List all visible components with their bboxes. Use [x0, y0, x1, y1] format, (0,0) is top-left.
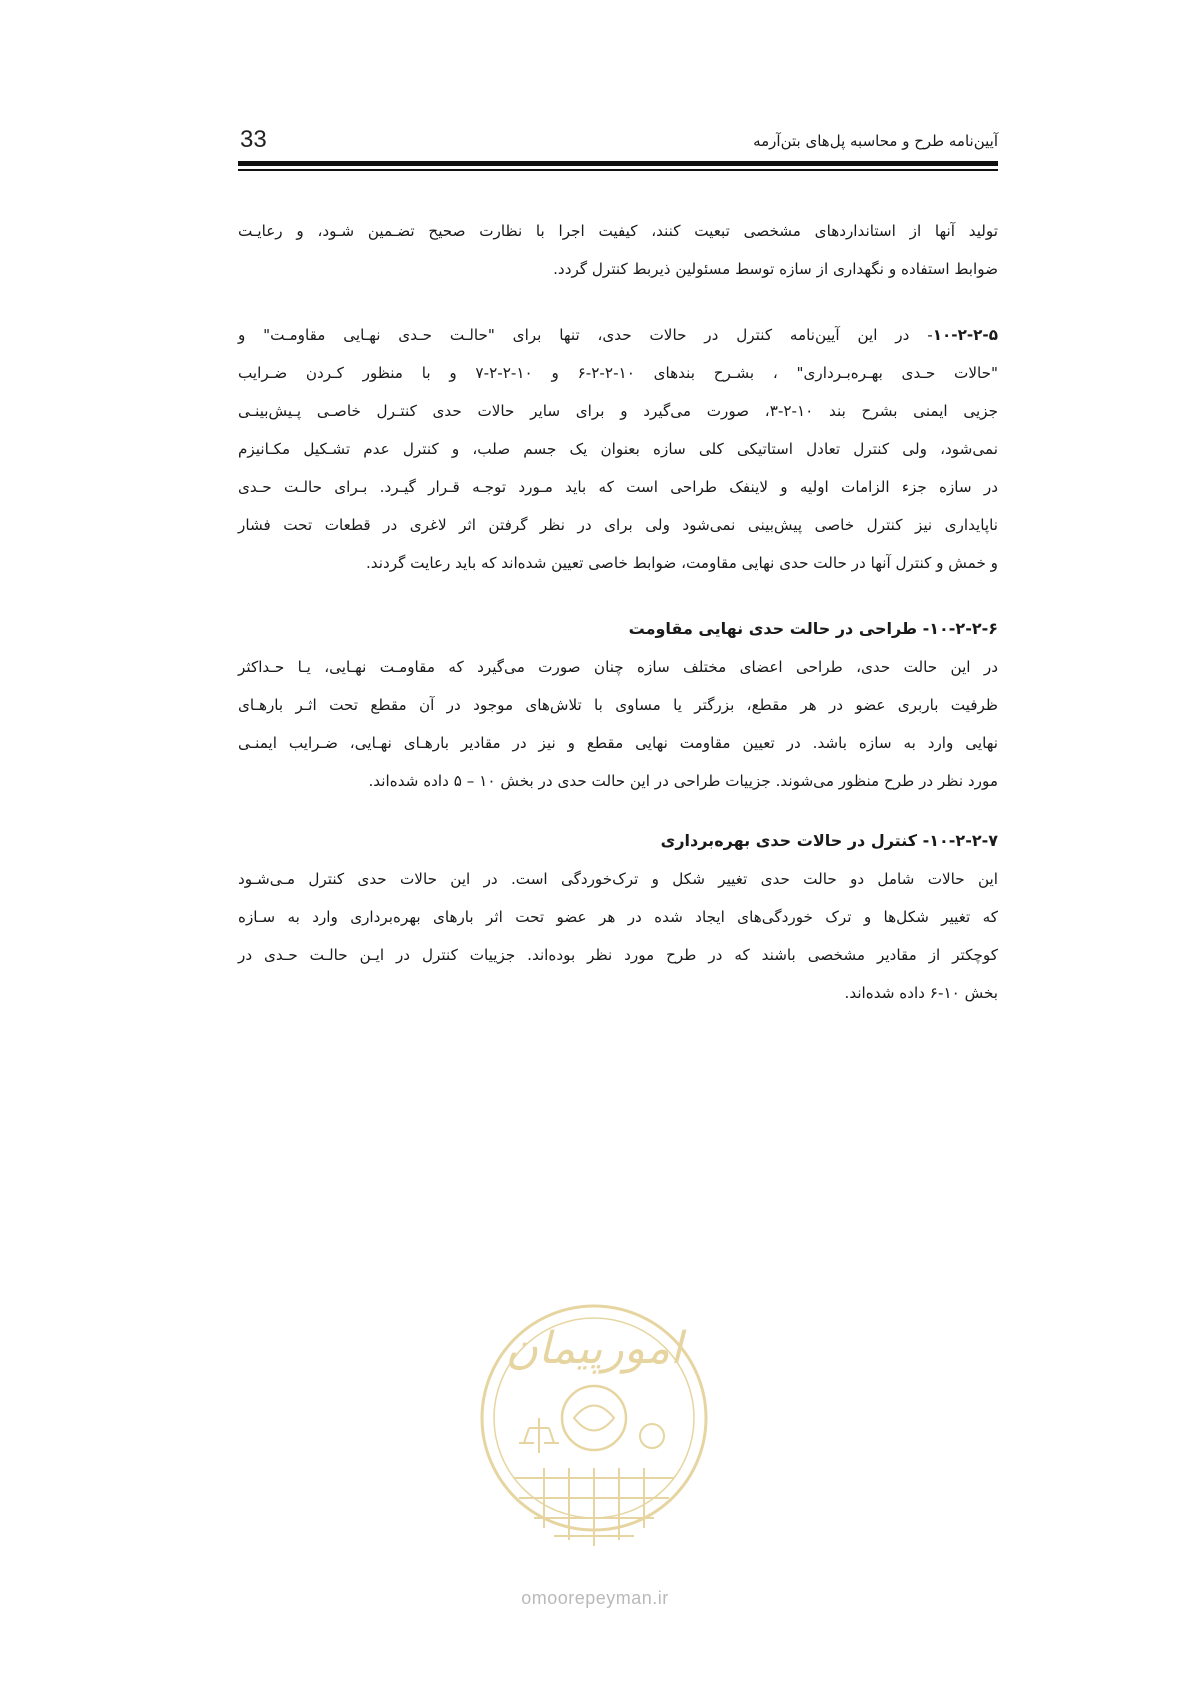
section-text: - در این آیین‌نامه کنترل در حالات حدی، تنها برای "حالـت حـدی نهـایی مقاومـت" و	[238, 326, 933, 344]
text-line: در این حالت حدی، طراحی اعضای مختلف سازه چنان صورت می‌گیرد که مقاومـت نهـایی، یـا حـداکثر	[238, 658, 998, 676]
section-10-2-2-7	[238, 822, 998, 1012]
text-line: جزیی ایمنی بشرح بند ۱۰-۲-۳، صورت می‌گیرد و برای سایر حالات حدی کنتـرل خاصـی پـیش‌بینـی	[238, 402, 998, 420]
page-number: 33	[240, 126, 267, 153]
watermark-seal-text: امورپیمان	[505, 1323, 683, 1374]
text-line: و خمش و کنترل آنها در حالت حدی نهایی مقاومت، ضوابط خاصی تعیین شده‌اند که باید رعایت گردند.	[365, 554, 998, 572]
section-10-2-2-5	[238, 316, 998, 582]
section-number: ۱۰-۲-۲-۵	[932, 326, 998, 344]
text-line: کوچکتر از مقادیر مشخصی باشند که در طرح مورد نظر بوده‌اند. جزییات کنترل در ایـن حالـت حـدی در	[238, 946, 998, 964]
paragraph-continuation	[238, 212, 998, 288]
section-heading: ۱۰-۲-۲-۶- طراحی در حالت حدی نهایی مقاومت	[628, 619, 998, 638]
page-header	[238, 120, 998, 160]
text-line: ظرفیت باربری عضو در هر مقطع، بزرگتر یا مساوی با تلاش‌های موجود در آن مقطع تحت اثـر بارهـای	[238, 696, 998, 714]
text-line	[238, 316, 998, 354]
watermark-seal-icon	[474, 1278, 714, 1568]
header-rule-thin	[238, 169, 998, 171]
text-line: ضوابط استفاده و نگهداری از سازه توسط مسئولین ذیربط کنترل گردد.	[553, 260, 998, 278]
text-line: نمی‌شود، ولی کنترل تعادل استاتیکی کلی سازه بعنوان یک جسم صلب، و کنترل عدم تشـکیل مکـانیزم	[238, 440, 998, 458]
text-line: که تغییر شکل‌ها و ترک خوردگی‌های ایجاد شده در هر عضو تحت اثر بارهای بهره‌برداری وارد به سـازه	[238, 908, 998, 926]
watermark-url: omoorepeyman.ir	[521, 1588, 669, 1608]
text-line: این حالات شامل دو حالت حدی تغییر شکل و ترک‌خوردگی است. در این حالات حدی کنترل مـی‌شـود	[238, 870, 998, 888]
text-line: بخش ۱۰-۶ داده شده‌اند.	[844, 984, 998, 1002]
text-line: تولید آنها از استانداردهای مشخصی تبعیت کنند، کیفیت اجرا با نظارت صحیح تضـمین شـود، و رعایـت	[238, 222, 998, 240]
section-10-2-2-6	[238, 610, 998, 800]
section-heading: ۱۰-۲-۲-۷- کنترل در حالات حدی بهره‌برداری	[660, 831, 998, 850]
page-body	[238, 212, 998, 1034]
text-line: ناپایداری نیز کنترل خاصی پیش‌بینی نمی‌شود ولی برای در نظر گرفتن اثر لاغری در قطعات تحت فشار	[238, 516, 998, 534]
running-title: آیین‌نامه طرح و محاسبه پل‌های بتن‌آرمه	[753, 132, 998, 150]
header-rule-thick	[238, 161, 998, 166]
text-line: مورد نظر در طرح منظور می‌شوند. جزییات طراحی در این حالت حدی در بخش ۱۰ – ۵ داده شده‌اند.	[368, 772, 998, 790]
text-line: "حالات حـدی بهـره‌بـرداری" ، بشـرح بندهای ۱۰-۲-۲-۶ و ۱۰-۲-۲-۷ و با منظور کـردن ضـرایب	[238, 364, 998, 382]
text-line: در سازه جزء الزامات اولیه و لاینفک طراحی است که باید مـورد توجـه قـرار گیـرد. بـرای حالـت حـدی	[238, 478, 998, 496]
text-line: نهایی وارد به سازه باشد. در تعیین مقاومت نهایی مقطع و نیز در مقادیر بارهـای نهـایی، ضـرایب ایمنـی	[238, 734, 998, 752]
